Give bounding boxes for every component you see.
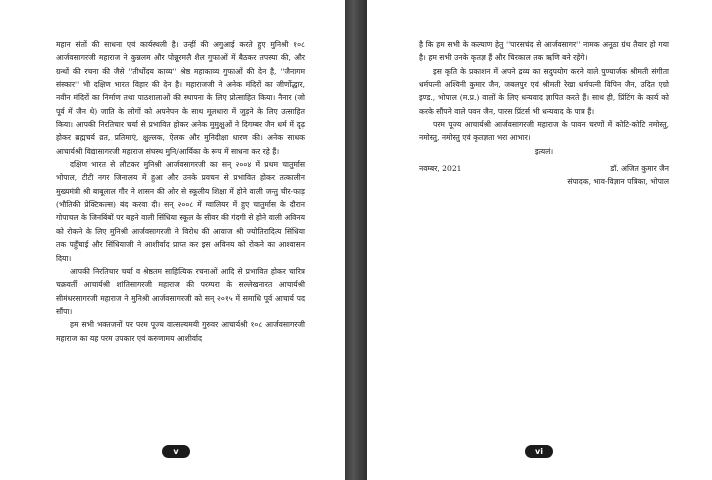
paragraph: हम सभी भक्तजनों पर परम पूज्य वात्सल्यमयी गुरुवर आचार्यश्री १०८ आर्जवसागरजी महाराज का यह परम उपकार एवं करुणामय आशीर्वाद [56,320,305,343]
paragraph: दक्षिण भारत से लौटकर मुनिश्री आर्जवसागरजी का सन् २००४ में प्रथम चातुर्मास भोपाल, टीटी नगर जिनालय में हुआ और उनके प्रवचन से प्रभावित होकर तत्कालीन मुख्यमंत्री श्री बाबूलाल गौर ने शासन की ओर से स्कूलीय शिक्षा में होने वाली जन्तु चीर-फाड़ (भौतिकी प्रेक्टिकल्स) बंद करवा दी। सन् २००८ में ग्वालियर में हुए चातुर्मास के दौरान गोपाचल के जिनबिंबों पर बहने वाली सिंधिया स्कूल के सीवर की गंदगी से होने वाली अविनय को रोकने के लिए मुनिश्री आर्जवसागरजी ने विरोध की आवाज श्री ज्योतिरादित्य सिंधिया तक पहुँचाई और सिंधियाजी ने आशीर्वाद प्राप्त कर इस अविनय को रोकने का आश्वासन दिया। [56,160,305,263]
page-number-badge: v [162,445,190,458]
left-page [0,0,345,480]
signature-row [419,162,669,175]
paragraph: परम पूज्य आचार्यश्री आर्जवसागरजी महाराज के पावन चरणों में कोटि-कोटि नमोस्तु, नमोस्तु, नमोस्तु एवं कृतज्ञता भरा आभार। [419,120,669,143]
closing-line: इत्यलं। [534,146,554,156]
signatory-title: संपादक, भाव-विज्ञान पत्रिका, भोपाल [567,177,669,187]
right-page [367,0,712,480]
book-spine [345,0,367,480]
paragraph: आपकी निरतिचार चर्या व श्रेष्ठतम साहित्यिक रचनाओं आदि से प्रभावित होकर चारित्र चक्रवर्ती आचार्यश्री शांतिसागरजी महाराज की परम्परा के सल्लेखनारत आचार्यश्री सीमंधरसागरजी महाराज ने मुनिश्री आर्जवसागरजी को सन् २०१५ में समाधि पूर्व आचार्य पद सौंपा। [56,266,305,316]
right-page-text [419,38,669,189]
date: नवम्बर, 2021 [419,164,462,174]
paragraph: है कि हम सभी के कल्याण हेतु ''पारसचंद से आर्जवसागर'' नामक अनूठा ग्रंथ तैयार हो गया है। हम सभी उनके कृतज्ञ हैं और चिरकाल तक ऋणि बने रहेंगे। [419,40,669,63]
paragraph: इस कृति के प्रकाशन में अपने द्रव्य का सदुपयोग करने वाले पुण्यार्जक श्रीमती संगीता धर्मपत्नी अश्विनी कुमार जैन, जबलपुर एवं श्रीमती रेखा धर्मपत्नी विपिन जैन, उदित एग्रो इण्ड., भोपाल (म.प्र.) वालों के लिए धन्यवाद ज्ञापित करते हैं। साथ ही, प्रिंटिंग के कार्य को करके सौंपने वाले पवन जैन, पारस प्रिंटर्स भी धन्यवाद के पात्र हैं। [419,66,669,116]
signatory-name: डॉ. अजित कुमार जैन [610,164,669,174]
left-page-text [56,38,305,345]
page-number-badge: vi [525,445,553,458]
paragraph: महान संतों की साधना एवं कार्यस्थली है। उन्हीं की अगुआई करते हुए मुनिश्री १०८ आर्जवसागरजी महाराज ने कुन्नलम और पोन्नूरमलै शैल गुफाओं में बैठकर तपस्या की, और ग्रन्थों की रचना की जैसे ''तीर्थोदय काव्य'' श्रेष्ठ महाकाव्य गुफाओं की देन है, ''जैनागम संस्कार'' भी दक्षिण भारत विहार की देन है। महाराजजी ने अनेक मंदिरों का जीर्णोद्धार, नवीन मंदिरों का निर्माण तथा पाठशालाओं की स्थापना के लिए प्रोत्साहित किया। नैनार (जो पूर्व में जैन थे) जाति के लोगों को अपनेपन के साथ मूलधारा में जुड़ने के लिए उत्साहित किया। आपकी निरतिचार चर्या से प्रभावित होकर अनेक मुमुक्षुओं ने दिगम्बर जैन धर्म में दृढ़ होकर ब्रह्मचर्य व्रत, प्रतिमाएं, क्षुल्लक, ऐलक और मुनिदीक्षा धारण की। अनेक साधक आचार्यश्री विद्यासागरजी महाराज संघस्थ मुनि/आर्यिका के रूप में साधना कर रहे हैं। [56,40,305,156]
